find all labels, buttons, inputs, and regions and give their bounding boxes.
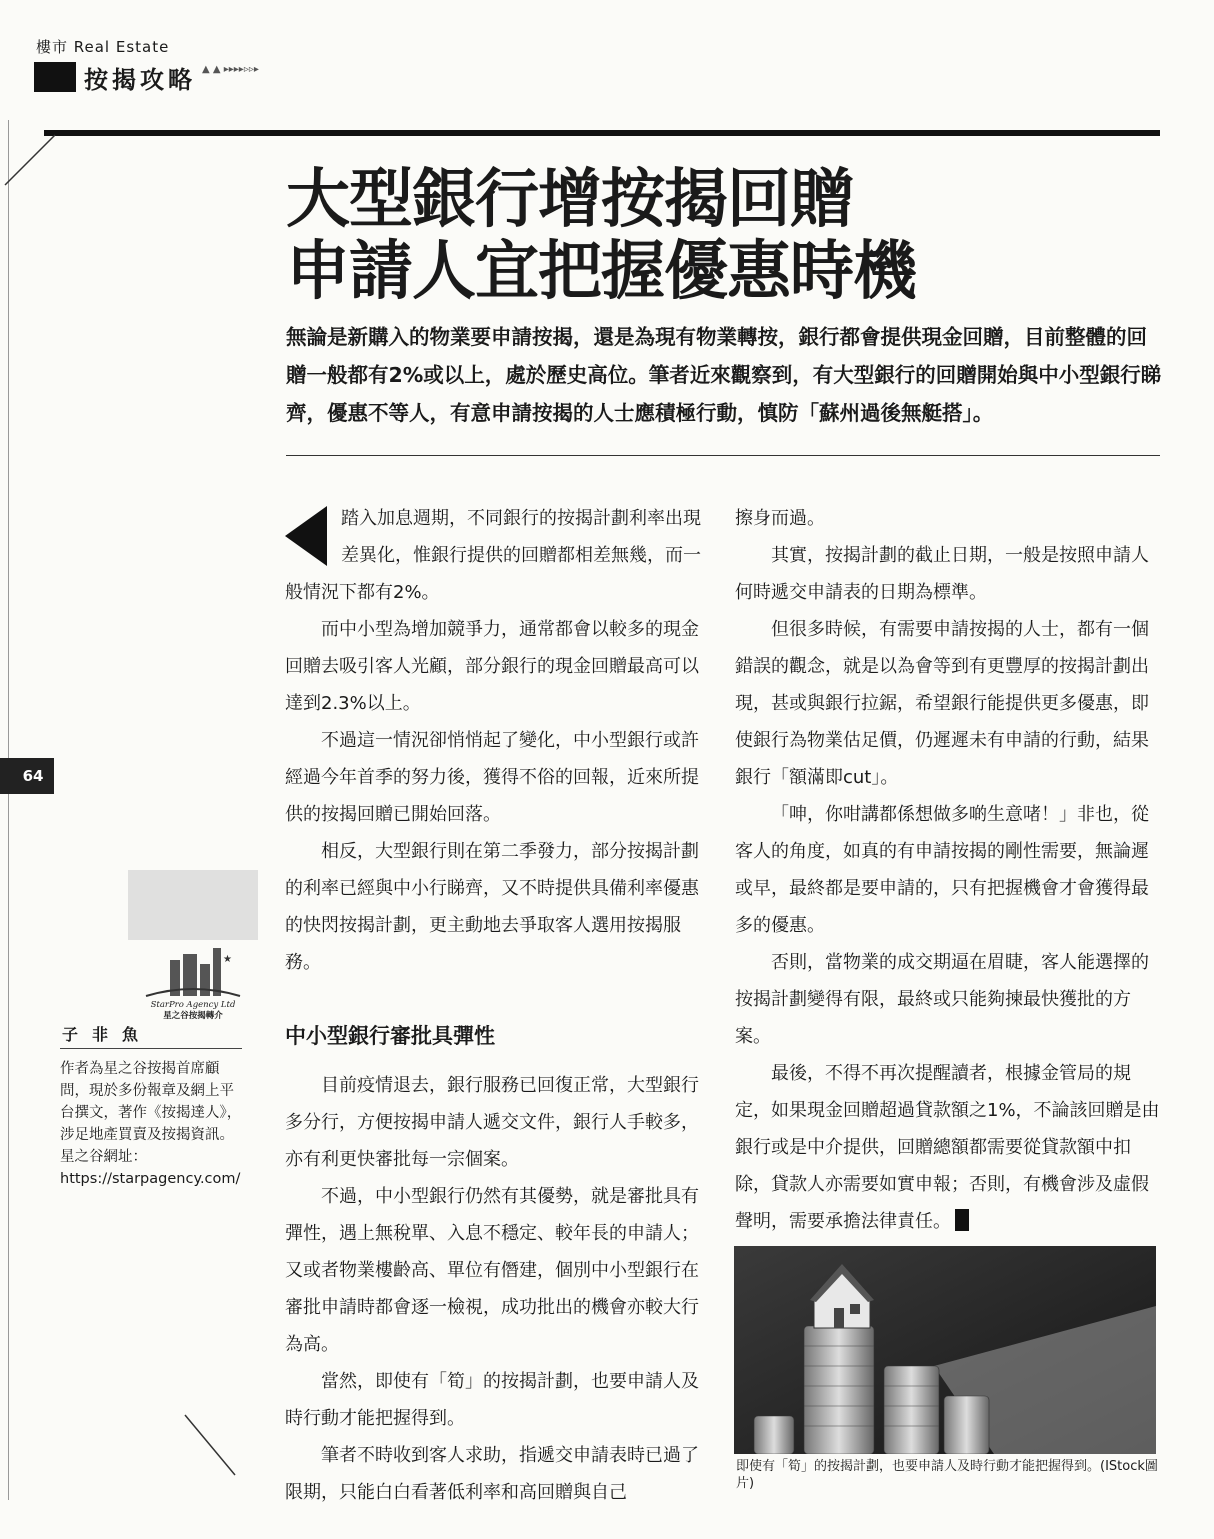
author-bio: 作者為星之谷按揭首席顧問，現於多份報章及網上平台撰文，著作《按揭達人》，涉足地產買賣及按揭資訊。: [60, 1061, 242, 1143]
svg-text:★: ★: [223, 954, 232, 965]
article-photo: [734, 1246, 1156, 1454]
author-logo: [128, 870, 258, 1020]
paragraph: 相反，大型銀行則在第二季發力，部分按揭計劃的利率已經與中小行睇齊，又不時提供具備利率優惠的快閃按揭計劃，更主動地去爭取客人選用按揭服務。: [285, 841, 699, 973]
paragraph: 但很多時候，有需要申請按揭的人士，都有一個錯誤的觀念，就是以為會等到有更豐厚的按揭計劃出現，甚或與銀行拉鋸，希望銀行能提供更多優惠，即使銀行為物業估足價，仍遲遲未有申請的行動，結果銀行「額滿即cut」。: [735, 619, 1149, 788]
paragraph: 不過，中小型銀行仍然有其優勢，就是審批具有彈性，遇上無稅單、入息不穩定、較年長的申請人；又或者物業樓齡高、單位有僭建，個別中小型銀行在審批申請時都會逐一檢視，成功批出的機會亦較大行為高。: [285, 1186, 699, 1355]
paragraph: 當然，即使有「筍」的按揭計劃，也要申請人及時行動才能把握得到。: [285, 1371, 699, 1429]
author-site-url[interactable]: https://starpagency.com/: [60, 1171, 241, 1187]
paragraph: 目前疫情退去，銀行服務已回復正常，大型銀行多分行，方便按揭申請人遞交文件，銀行人手較多，亦有利更快審批每一宗個案。: [285, 1075, 699, 1170]
opening-quote-mark: [285, 506, 327, 566]
page-number: 64: [22, 767, 44, 785]
paragraph: 其實，按揭計劃的截止日期，一般是按照申請人何時遞交申請表的日期為標準。: [735, 545, 1149, 603]
left-margin-rule: [8, 120, 9, 1500]
end-mark: [955, 1209, 969, 1231]
final-paragraph-text: 最後，不得不再次提醒讀者，根據金管局的規定，如果現金回贈超過貸款額之1%，不論該回贈是由銀行或是中介提供，回贈總額都需要從貸款額中扣除，貸款人亦需要如實申報；否則，有機會涉及虛假聲明，需要承擔法律責任。: [735, 1063, 1160, 1232]
headline-line-1: 大型銀行增按揭回贈: [286, 163, 853, 237]
paragraph: 而中小型為增加競爭力，通常都會以較多的現金回贈去吸引客人光顧，部分銀行的現金回贈最高可以達到2.3%以上。: [285, 619, 699, 714]
author-name: 子非魚: [62, 1025, 153, 1044]
author-site-label: 星之谷網址：: [60, 1149, 147, 1165]
column-decoration: ▲ ▲ ▸▸▸▸▹▹▸: [202, 64, 259, 75]
paragraph: 否則，當物業的成交期逼在眉睫，客人能選擇的按揭計劃變得有限，最終或只能夠揀最快獲批的方案。: [735, 952, 1149, 1047]
section-tab-block: [34, 62, 76, 92]
article-lead: 無論是新購入的物業要申請按揭，還是為現有物業轉按，銀行都會提供現金回贈，目前整體的回贈一般都有2%或以上，處於歷史高位。筆者近來觀察到，有大型銀行的回贈開始與中小型銀行睇齊，優惠不等人，有意申請按揭的人士應積極行動，慎防「蘇州過後無艇搭」。: [286, 325, 1162, 425]
paragraph: 筆者不時收到客人求助，指遞交申請表時已過了限期，只能白白看著低利率和高回贈與自己: [285, 1445, 699, 1503]
headline-line-2: 申請人宜把握優惠時機: [286, 235, 916, 309]
column-name: 按揭攻略: [84, 66, 196, 94]
article-headline: [286, 164, 1166, 308]
subheading: 中小型銀行審批具彈性: [285, 1024, 495, 1048]
section-label: 樓市 Real Estate: [36, 38, 170, 56]
author-rule: [60, 1048, 242, 1049]
lead-rule: [286, 455, 1160, 456]
corner-diagonal-top: [0, 130, 60, 190]
paragraph-final: [735, 1055, 1163, 1240]
logo-text-zh: 星之谷按揭轉介: [163, 1011, 223, 1020]
top-rule: [44, 130, 1160, 136]
paragraph: 擦身而過。: [735, 508, 825, 529]
logo-text-en: StarPro Agency Ltd: [150, 1000, 236, 1010]
paragraph: 踏入加息週期，不同銀行的按揭計劃利率出現差異化，惟銀行提供的回贈都相差無幾，而一般情況下都有2%。: [285, 508, 701, 603]
page-number-tab: [0, 758, 54, 794]
author-bio-box: [60, 1058, 244, 1190]
article-column-2: [735, 500, 1163, 1240]
photo-caption: 即使有「筍」的按揭計劃，也要申請人及時行動才能把握得到。(IStock圖片): [736, 1459, 1158, 1491]
corner-diagonal-bottom: [180, 1410, 240, 1480]
article-column-1: [285, 500, 709, 1511]
paragraph: 「呻，你咁講都係想做多啲生意啫！」非也，從客人的角度，如真的有申請按揭的剛性需要，無論遲或早，最終都是要申請的，只有把握機會才會獲得最多的優惠。: [735, 804, 1149, 936]
paragraph: 不過這一情況卻悄悄起了變化，中小型銀行或許經過今年首季的努力後，獲得不俗的回報，近來所提供的按揭回贈已開始回落。: [285, 730, 699, 825]
